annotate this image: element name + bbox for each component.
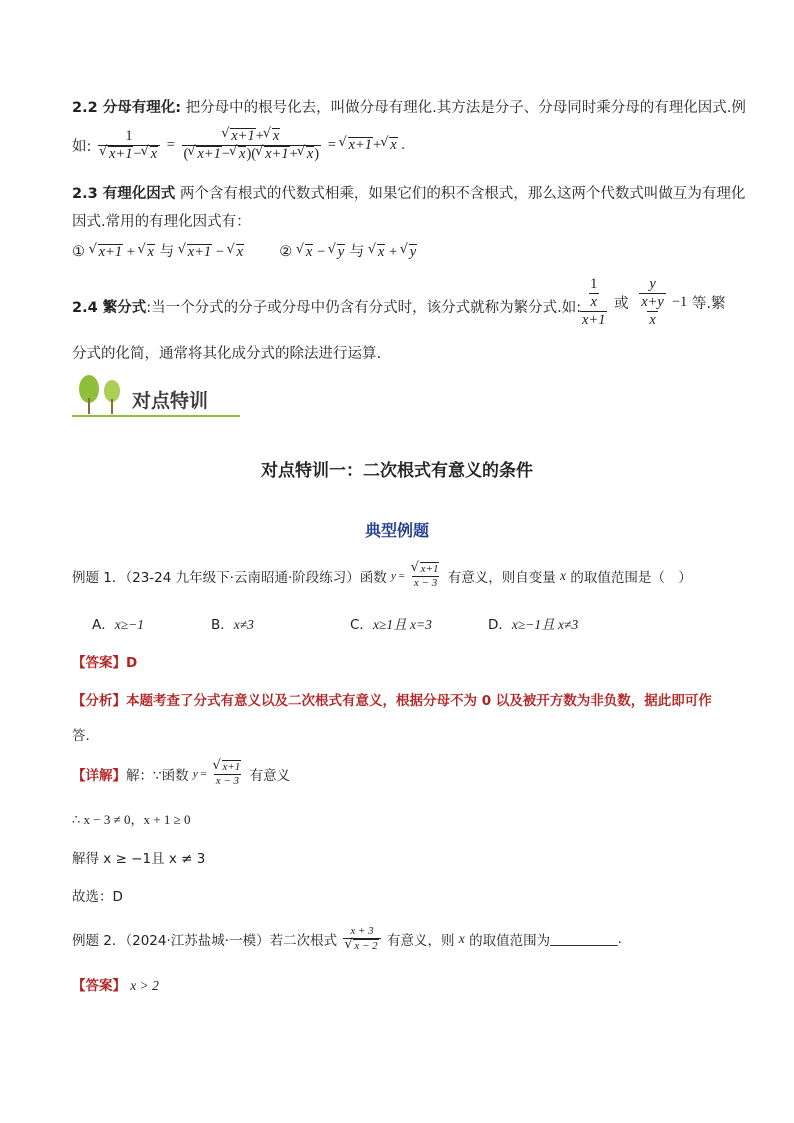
s23-text2: 因式.常用的有理化因式有： xyxy=(72,214,251,230)
ex1-option-b[interactable]: B．x≠3 xyxy=(211,617,254,633)
analysis-label: 【分析】 xyxy=(72,693,126,709)
ex1-choose: 故选：D xyxy=(72,889,123,905)
section-banner xyxy=(72,372,242,420)
complex-fraction-2: $\frac{\frac{y}{x+y}}{x}$ xyxy=(641,276,664,329)
detail-label: 【详解】 xyxy=(72,767,126,784)
ex1-function-fraction: √ $\frac{x+1}{x - 3}$ xyxy=(410,562,442,590)
complex-fraction-examples: $\frac{\frac{1}{x}}{x+1}$ 或 $\frac{\frac{y}{x+y}}{x}$ −1 等.繁 xyxy=(582,276,726,329)
with-2: 与 xyxy=(349,244,365,260)
subsection-title: 典型例题 xyxy=(364,521,429,540)
ex1-question-post: 有意义，则自变量 xyxy=(447,569,556,586)
s22-line2: 如: 1 √ x+1−√ x = √ $\frac{x+1+√ x}{(√ x+1-√ x)(√ x+1+√ x)}$ = √ x+1+√ x . xyxy=(72,128,405,163)
s24-line1 xyxy=(72,296,581,317)
s24-text2: 分式的化简，通常将其化成分式的除法进行运算. xyxy=(72,346,382,362)
s23-items: ① √ x+1 + √ x 与 √ x+1 − √ x ② √ x − √ y 与 √ x + √ y xyxy=(72,240,417,261)
answer-label: 【答案】 xyxy=(72,655,126,671)
with-1: 与 xyxy=(159,244,175,260)
ex1-option-d[interactable]: D．x≥−1且 x≠3 xyxy=(488,617,579,633)
ex1-analysis-line2: 答. xyxy=(72,728,90,744)
ex1-step2: 解得 x ≥ −1且 x ≠ 3 xyxy=(72,851,206,867)
ex1-question: 例题 1．（23-24 九年级下·云南昭通·阶段练习）函数 y = √ $\frac{x+1}{x - 3}$ 有意义，则自变量 x 的取值范围是（ ） xyxy=(72,562,692,590)
section-title: 对点特训一：二次根式有意义的条件 xyxy=(261,461,533,481)
rationalize-fraction-2: √ $\frac{x+1+√ x}{(√ x+1-√ x)(√ x+1+√ x)}$ xyxy=(182,128,322,163)
ex1-detail-fraction: √ $\frac{x+1}{x - 3}$ xyxy=(212,760,244,788)
analysis-text: 本题考查了分式有意义以及二次根式有意义，根据分母不为 0 以及被开方数为非负数，据此即可作 xyxy=(126,693,712,709)
s23-line2 xyxy=(72,210,251,231)
ex2-answer-value: x > 2 xyxy=(130,978,159,993)
s22-text1: 把分母中的根号化去，叫做分母有理化.其方法是分子、分母同时乘分母的有理化因式.例 xyxy=(185,100,746,116)
ex1-analysis-line1 xyxy=(72,689,712,709)
s24-line2 xyxy=(72,342,381,363)
s24-text1: :当一个分式的分子或分母中仍含有分式时，该分式就称为繁分式.如: xyxy=(146,300,582,316)
s24-etc: 等.繁 xyxy=(691,296,726,313)
ex2-answer xyxy=(72,974,159,994)
s22-label: 2.2 分母有理化: xyxy=(72,100,182,116)
ex2-question-pre: 例题 2．（2024·江苏盐城·一模）若二次根式 xyxy=(72,932,338,949)
ex1-question-end: 的取值范围是（ ） xyxy=(570,569,692,586)
s23-line1 xyxy=(72,182,745,203)
s23-label: 2.3 有理化因式 xyxy=(72,186,176,202)
ex1-answer xyxy=(72,651,137,671)
answer-value: D xyxy=(126,655,138,671)
item1-mark: ① xyxy=(72,244,85,260)
ex2-question: 例题 2．（2024·江苏盐城·一模）若二次根式 x + 3 √ x − 2 有意义，则 x 的取值范围为__________. xyxy=(72,925,622,953)
rationalize-fraction-1: 1 √ x+1−√ x xyxy=(98,128,160,163)
item2-mark: ② xyxy=(279,244,293,260)
banner-title: 对点特训 xyxy=(132,390,209,412)
s24-or: 或 xyxy=(614,296,629,313)
s24-label: 2.4 繁分式 xyxy=(72,300,147,316)
ex2-root-fraction: x + 3 √ x − 2 xyxy=(343,925,380,953)
s22-text2: 如: xyxy=(72,139,92,156)
ex2-blank[interactable]: __________. xyxy=(550,930,622,947)
ex1-detail: 【详解】解：∵函数 y = √ $\frac{x+1}{x - 3}$ 有意义 xyxy=(72,760,290,788)
ex1-step1: ∴ x − 3 ≠ 0，x + 1 ≥ 0 xyxy=(72,812,191,827)
ex2-answer-label: 【答案】 xyxy=(72,978,126,994)
ex1-option-c[interactable]: C．x≥1且 x=3 xyxy=(350,617,432,633)
ex1-question-pre: 例题 1．（23-24 九年级下·云南昭通·阶段练习）函数 xyxy=(72,569,387,586)
ex1-option-a[interactable]: A．x≥−1 xyxy=(92,617,145,633)
s22-line1 xyxy=(72,96,746,117)
s23-text1: 两个含有根式的代数式相乘，如果它们的积不含根式，那么这两个代数式叫做互为有理化 xyxy=(179,186,746,202)
complex-fraction-1: $\frac{\frac{1}{x}}{x+1}$ xyxy=(582,276,606,329)
